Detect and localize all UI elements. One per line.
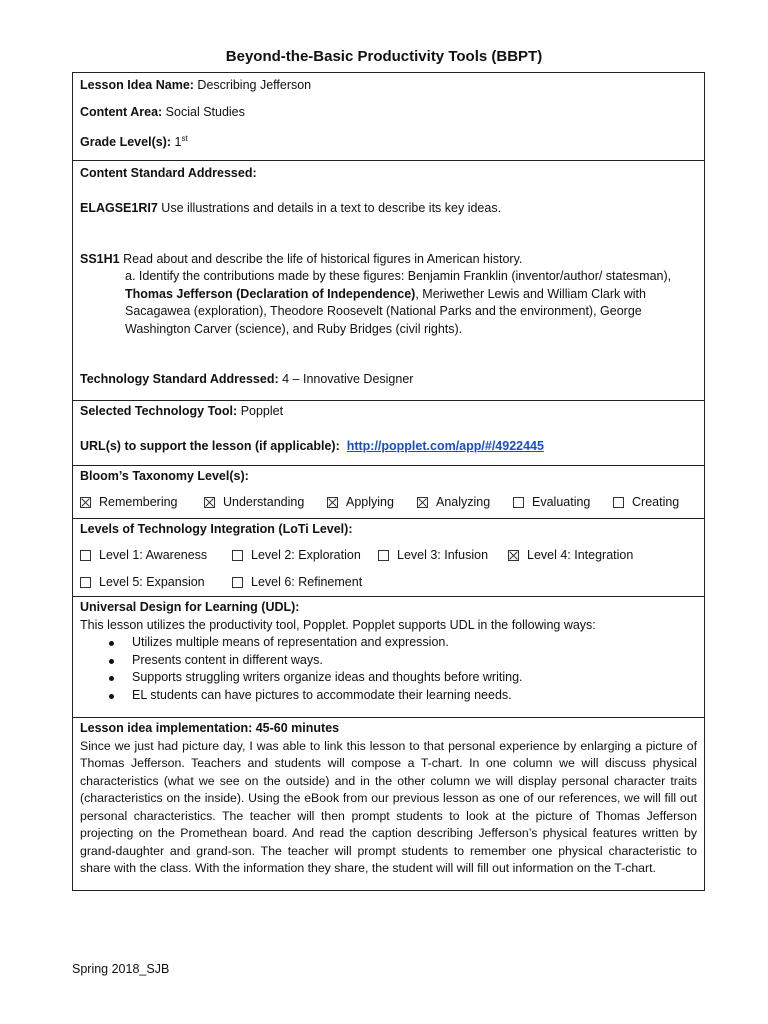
ela-standard-text: Use illustrations and details in a text to describe its key ideas. — [161, 201, 502, 216]
option-label: Applying — [346, 495, 394, 510]
blooms-option-creating[interactable] — [613, 494, 679, 512]
lesson-plan-table — [72, 72, 705, 891]
blooms-option-evaluating[interactable] — [513, 494, 613, 512]
loti-section — [73, 519, 704, 598]
content-area-line — [80, 104, 697, 122]
checkbox-icon[interactable] — [80, 577, 91, 588]
grade-level-value: 1 — [174, 135, 182, 150]
option-label: Level 5: Expansion — [99, 574, 205, 589]
content-standard-heading: Content Standard Addressed: — [80, 165, 257, 180]
ss-sub-a-bold: Thomas Jefferson (Declaration of Independence) — [125, 286, 416, 301]
option-label: Level 4: Integration — [527, 548, 634, 563]
loti-option-level-1[interactable] — [80, 547, 232, 565]
selected-tool-line — [80, 403, 697, 421]
implementation-heading: Lesson idea implementation: 45-60 minutes — [80, 721, 340, 736]
udl-bullet: Supports struggling writers organize ideas and thoughts before writing. — [132, 669, 697, 687]
grade-level-label: Grade Level(s): — [80, 135, 172, 150]
udl-bullet-list — [80, 634, 697, 704]
loti-heading: Levels of Technology Integration (LoTi Level): — [80, 521, 353, 536]
tool-section — [73, 401, 704, 466]
loti-options-row-1 — [80, 547, 697, 565]
grade-level-suffix: st — [181, 134, 188, 143]
lesson-name-label: Lesson Idea Name: — [80, 78, 194, 92]
udl-intro: This lesson utilizes the productivity tool, Popplet. Popplet supports UDL in the following ways: — [80, 617, 596, 632]
ss-standard-code: SS1H1 — [80, 251, 120, 266]
loti-option-level-5[interactable] — [80, 574, 232, 592]
url-label: URL(s) to support the lesson (if applicable): — [80, 439, 340, 454]
option-label: Level 3: Infusion — [397, 548, 489, 563]
blooms-option-understanding[interactable] — [204, 494, 327, 512]
lesson-name-line — [80, 77, 697, 95]
checkbox-icon[interactable] — [232, 577, 243, 588]
blooms-options — [80, 494, 697, 512]
checkbox-icon[interactable] — [417, 497, 428, 508]
lesson-info-section — [73, 73, 704, 161]
udl-bullet: Presents content in different ways. — [132, 652, 697, 670]
ela-standard-code: ELAGSE1RI7 — [80, 201, 158, 216]
option-label: Remembering — [99, 495, 178, 510]
blooms-option-applying[interactable] — [327, 494, 417, 512]
blooms-option-remembering[interactable] — [80, 494, 204, 512]
standards-section — [73, 161, 704, 401]
checkbox-icon[interactable] — [80, 550, 91, 561]
tech-standard-line — [80, 371, 697, 389]
checkbox-icon[interactable] — [378, 550, 389, 561]
option-label: Analyzing — [436, 495, 491, 510]
blooms-heading: Bloom’s Taxonomy Level(s): — [80, 468, 249, 483]
option-label: Evaluating — [532, 495, 591, 510]
page-footer: Spring 2018_SJB — [72, 962, 170, 976]
implementation-section — [73, 718, 704, 890]
udl-section — [73, 597, 704, 718]
selected-tool-value: Popplet — [240, 403, 284, 418]
tech-standard-label: Technology Standard Addressed: — [80, 372, 279, 387]
implementation-body: Since we just had picture day, I was able to link this lesson to that personal experience by enlarging a picture of Thomas Jefferson. Teachers and students will compose a T-chart. In one column we will discuss physical characteristics (what we see on the outside) and in the other column we will display personal character traits (characteristics on the inside). Using the eBook from our previous lesson as one of our references, we will fill out personal characteristics. The teacher will then prompt students to look at the picture of Thomas Jefferson projecting on the Promethean board. And read the caption describing Jefferson’s physical features written by grand-daughter and grand-son. The teacher will prompt students to remember one physical characteristic to share with the class. With the information they share, the student will will fill out information on the T-chart. — [80, 738, 697, 876]
content-area-label: Content Area: — [80, 104, 163, 119]
loti-option-level-4[interactable] — [508, 547, 633, 565]
ss-sub-a-pre: a. Identify the contributions made by these figures: Benjamin Franklin (inventor/author/ statesman), — [125, 269, 672, 284]
option-label: Creating — [632, 495, 680, 510]
blooms-option-analyzing[interactable] — [417, 494, 513, 512]
checkbox-icon[interactable] — [613, 497, 624, 508]
ss-standard-text: Read about and describe the life of historical figures in American history. — [123, 251, 523, 266]
ss-sub-a-post: , Meriwether Lewis and William Clark with Sacagawea (exploration), Theodore Roosevelt (National Parks and the environment), George Washington Carver (science), and Ruby Bridges (civil rights). — [125, 286, 646, 336]
content-area-value: Social Studies — [165, 104, 245, 119]
udl-bullet: EL students can have pictures to accommodate their learning needs. — [132, 687, 697, 705]
loti-option-level-6[interactable] — [232, 574, 362, 592]
blooms-section — [73, 466, 704, 519]
checkbox-icon[interactable] — [327, 497, 338, 508]
checkbox-icon[interactable] — [513, 497, 524, 508]
ss-standard — [80, 251, 697, 269]
udl-heading: Universal Design for Learning (UDL): — [80, 600, 300, 615]
option-label: Understanding — [223, 495, 305, 510]
popplet-url-link[interactable]: http://popplet.com/app/#/4922445 — [346, 439, 544, 454]
udl-bullet: Utilizes multiple means of representation and expression. — [132, 634, 697, 652]
ela-standard — [80, 200, 697, 218]
checkbox-icon[interactable] — [232, 550, 243, 561]
loti-option-level-3[interactable] — [378, 547, 508, 565]
loti-options-row-2 — [80, 574, 697, 592]
tech-standard-value: 4 – Innovative Designer — [282, 372, 414, 387]
grade-level-line — [80, 130, 697, 152]
url-line — [80, 438, 697, 456]
checkbox-icon[interactable] — [508, 550, 519, 561]
selected-tool-label: Selected Technology Tool: — [80, 403, 238, 418]
loti-option-level-2[interactable] — [232, 547, 378, 565]
option-label: Level 6: Refinement — [251, 574, 363, 589]
option-label: Level 2: Exploration — [251, 548, 361, 563]
option-label: Level 1: Awareness — [99, 548, 208, 563]
ss-standard-sub-a — [80, 268, 697, 338]
checkbox-icon[interactable] — [204, 497, 215, 508]
document-title: Beyond-the-Basic Productivity Tools (BBPT) — [225, 48, 543, 65]
lesson-name-value: Describing Jefferson — [197, 78, 312, 92]
checkbox-icon[interactable] — [80, 497, 91, 508]
